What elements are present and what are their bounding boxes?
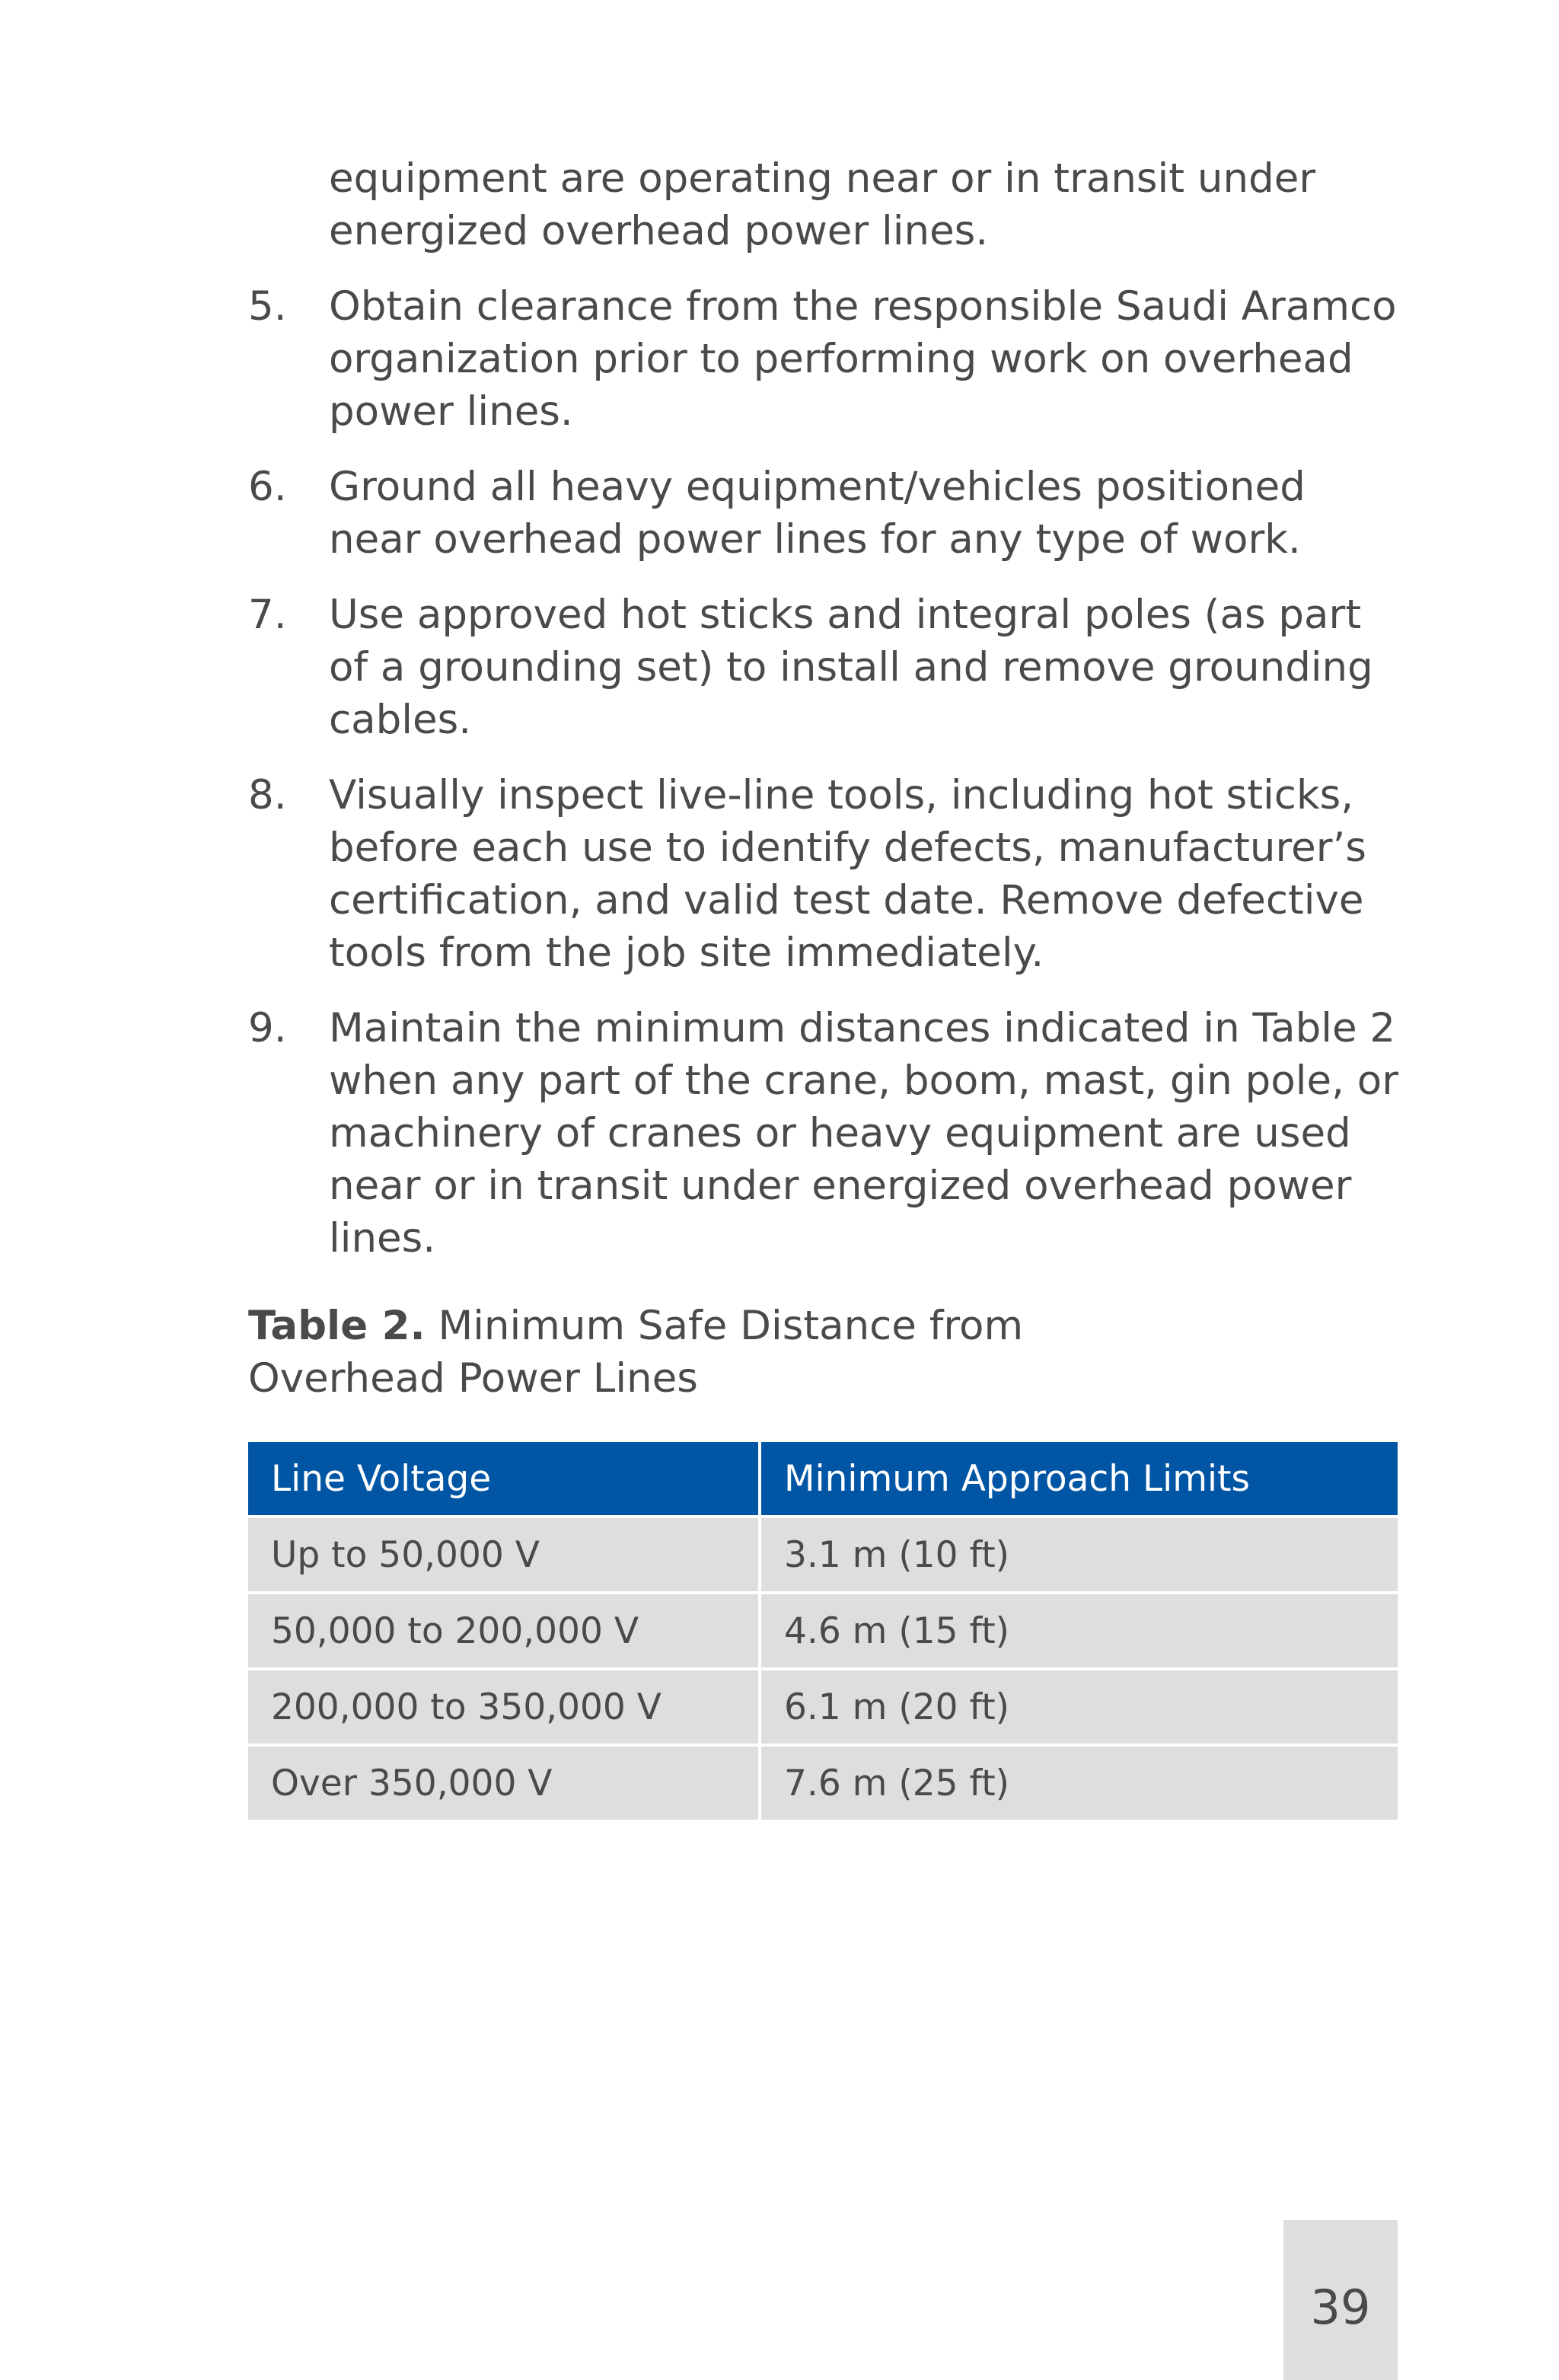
list-item-text: Maintain the minimum distances indicated in Table 2 when any part of the crane, boom, mast, gin pole, or machinery of cranes or heavy equipment are used near or in transit under energized overhead power lines.	[329, 1005, 1398, 1262]
table-row	[248, 1747, 1398, 1823]
list-item-text: Visually inspect live-line tools, including hot sticks, before each use to identify defects, manufacturer’s certification, and valid test date. Remove defective tools from the job site immediately.	[329, 772, 1366, 976]
list-item	[248, 589, 1405, 746]
cell-approach-limit: 3.1 m (10 ft)	[761, 1518, 1398, 1594]
list-item	[248, 461, 1405, 566]
list-item-number: 7.	[248, 592, 287, 638]
page-number-tab	[1283, 2220, 1398, 2380]
cell-approach-limit: 4.6 m (15 ft)	[761, 1594, 1398, 1670]
list-item-text: Use approved hot sticks and integral poles (as part of a grounding set) to install and remove grounding cables.	[329, 592, 1373, 743]
header-approach-limits: Minimum Approach Limits	[761, 1442, 1398, 1518]
cell-approach-limit: 7.6 m (25 ft)	[761, 1747, 1398, 1823]
cell-line-voltage: Up to 50,000 V	[248, 1518, 761, 1594]
list-item-number: 6.	[248, 464, 287, 510]
cell-approach-limit: 6.1 m (20 ft)	[761, 1670, 1398, 1747]
list-item	[248, 280, 1405, 438]
page-number: 39	[1310, 2280, 1371, 2335]
cell-line-voltage: 200,000 to 350,000 V	[248, 1670, 761, 1747]
page-content	[248, 152, 1405, 1405]
list-item-text: Obtain clearance from the responsible Saudi Aramco organization prior to performing work on overhead power lines.	[329, 283, 1397, 435]
list-item-number: 5.	[248, 283, 287, 330]
table-caption-label: Table 2.	[248, 1303, 426, 1349]
distance-table	[248, 1442, 1398, 1823]
list-item	[248, 769, 1405, 979]
list-item	[248, 1002, 1405, 1265]
numbered-list	[248, 280, 1405, 1265]
cell-line-voltage: Over 350,000 V	[248, 1747, 761, 1823]
list-item-number: 9.	[248, 1005, 287, 1051]
table-row	[248, 1518, 1398, 1594]
table-caption-text: Minimum Safe Distance from Overhead Power Lines	[248, 1303, 1024, 1402]
continuation-text: equipment are operating near or in transit under energized overhead power lines.	[329, 155, 1316, 254]
list-item-text: Ground all heavy equipment/vehicles positioned near overhead power lines for any type of work.	[329, 464, 1306, 563]
list-item-number: 8.	[248, 772, 287, 818]
header-line-voltage: Line Voltage	[248, 1442, 761, 1518]
cell-line-voltage: 50,000 to 200,000 V	[248, 1594, 761, 1670]
table-header-row	[248, 1442, 1398, 1518]
table-row	[248, 1594, 1398, 1670]
table-row	[248, 1670, 1398, 1747]
table-caption	[248, 1300, 1223, 1405]
